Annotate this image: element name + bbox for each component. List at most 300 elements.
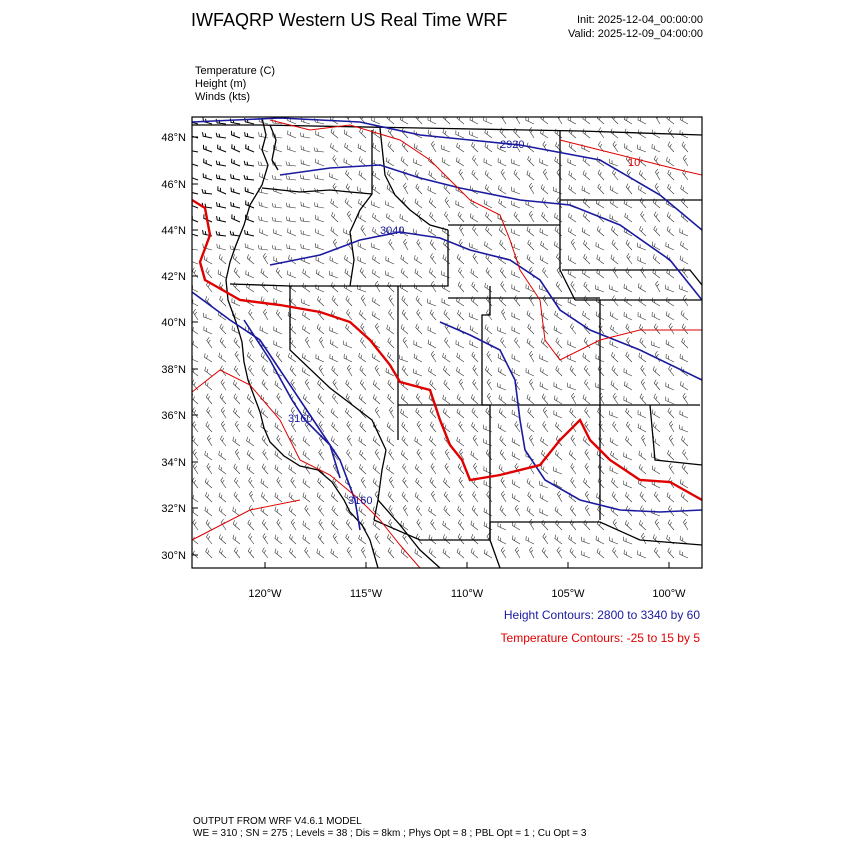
wind-barb xyxy=(206,534,212,545)
wind-barb xyxy=(499,395,506,404)
wind-barb xyxy=(401,521,408,530)
wind-barb xyxy=(652,410,660,419)
wind-barb xyxy=(443,534,450,544)
wind-barb xyxy=(414,284,422,292)
wind-barb xyxy=(501,547,506,558)
wind-barb xyxy=(372,311,380,320)
wind-barb xyxy=(486,226,492,236)
wind-barb xyxy=(611,255,618,264)
wind-barb xyxy=(498,158,506,166)
wind-barb xyxy=(624,381,632,390)
wind-barb xyxy=(585,491,590,502)
wind-barb xyxy=(540,508,548,516)
wind-barb xyxy=(655,169,660,180)
lon-label: 120°W xyxy=(248,588,282,600)
wind-barb xyxy=(457,254,464,264)
wind-barb xyxy=(639,297,646,306)
wind-barb xyxy=(403,337,408,348)
wind-barb xyxy=(386,256,394,264)
wind-barb xyxy=(375,533,380,544)
wind-barb xyxy=(471,269,478,278)
wind-barb xyxy=(318,408,325,418)
wind-barb xyxy=(274,340,282,348)
wind-barb xyxy=(498,522,506,530)
wind-barb xyxy=(401,255,408,264)
wind-barb xyxy=(459,421,464,432)
wind-barb xyxy=(610,186,618,194)
wind-barb xyxy=(414,354,422,362)
wind-barb xyxy=(669,435,674,446)
wind-barb xyxy=(373,213,381,222)
wind-barb xyxy=(610,159,619,166)
wind-barb xyxy=(219,451,226,460)
wind-barb xyxy=(456,200,464,208)
wind-barb xyxy=(430,478,436,488)
wind-barb xyxy=(430,380,436,390)
wind-barb xyxy=(498,383,506,390)
wind-barb xyxy=(445,197,450,208)
wind-barb xyxy=(314,147,324,152)
wind-barb xyxy=(681,311,688,321)
wind-barb xyxy=(373,380,380,390)
wind-barb xyxy=(249,491,254,502)
wind-barb xyxy=(612,492,618,502)
wind-barb xyxy=(219,507,226,517)
wind-barb xyxy=(272,217,282,222)
wind-barb xyxy=(258,245,268,250)
wind-barb xyxy=(188,245,198,250)
wind-barb xyxy=(330,340,338,349)
wind-barb xyxy=(512,284,520,292)
valid-time: Valid: 2025-12-09_04:00:00 xyxy=(568,28,703,40)
wind-barb xyxy=(554,241,562,250)
wind-barb xyxy=(205,451,212,460)
wind-barb xyxy=(288,271,296,279)
wind-barb xyxy=(652,144,660,152)
wind-barb xyxy=(287,145,296,152)
lat-label: 48°N xyxy=(161,132,186,144)
wind-barb xyxy=(471,521,478,530)
wind-barb xyxy=(416,478,422,488)
wind-barb xyxy=(246,270,254,278)
wind-barb xyxy=(305,547,310,558)
wind-barb xyxy=(652,312,660,320)
wind-barb xyxy=(626,268,632,278)
wind-barb xyxy=(272,175,282,180)
wind-barb xyxy=(443,129,450,138)
wind-barb xyxy=(372,117,380,125)
wind-barb xyxy=(501,169,506,180)
wind-barb xyxy=(319,449,324,460)
wind-barb xyxy=(207,407,212,418)
wind-barb xyxy=(512,229,520,236)
wind-barb xyxy=(515,421,520,432)
init-time: Init: 2025-12-04_00:00:00 xyxy=(577,14,703,26)
wind-barb xyxy=(387,465,394,474)
wind-barb xyxy=(555,422,562,432)
wind-barb xyxy=(259,202,268,209)
wind-barb xyxy=(234,338,240,348)
wind-barb xyxy=(611,226,618,236)
wind-barb xyxy=(430,422,436,432)
wind-barb xyxy=(473,435,478,446)
wind-barb xyxy=(570,548,576,558)
wind-barb xyxy=(638,256,646,264)
wind-barb xyxy=(638,243,647,250)
wind-barb xyxy=(233,507,240,516)
wind-barb xyxy=(543,407,548,418)
wind-barb xyxy=(346,296,352,306)
wind-barb xyxy=(386,213,394,222)
wind-barb xyxy=(515,463,520,474)
wind-barb xyxy=(443,549,450,558)
wind-barb xyxy=(568,383,577,390)
wind-barb xyxy=(613,393,618,404)
wind-barb xyxy=(333,379,338,390)
wind-barb xyxy=(584,478,591,488)
wind-barb xyxy=(443,255,450,264)
wind-barb xyxy=(445,463,450,474)
wind-barb xyxy=(625,129,632,138)
lon-label: 100°W xyxy=(652,588,686,600)
wind-barb xyxy=(286,217,296,222)
wind-barb xyxy=(303,283,310,292)
wind-barb xyxy=(429,198,436,208)
wind-barb xyxy=(626,240,632,250)
wind-barb xyxy=(526,536,534,544)
wind-barb xyxy=(272,245,282,250)
wind-barb xyxy=(653,534,660,544)
wind-barb xyxy=(276,310,282,320)
wind-barb xyxy=(204,353,212,362)
wind-barb xyxy=(444,492,450,502)
wind-barb xyxy=(541,465,548,474)
wind-barb xyxy=(388,352,395,362)
wind-barb xyxy=(471,394,478,404)
wind-barb xyxy=(667,212,674,222)
wind-barb xyxy=(332,506,338,516)
wind-barb xyxy=(190,284,198,292)
wind-barb xyxy=(235,351,240,362)
wind-barb xyxy=(527,479,534,489)
wind-barb xyxy=(303,311,311,320)
wind-barb xyxy=(221,379,226,390)
wind-barb xyxy=(680,425,689,432)
wind-barb xyxy=(318,506,324,517)
wind-barb xyxy=(360,380,366,390)
wind-barb xyxy=(249,337,254,348)
wind-barb xyxy=(470,340,478,348)
wind-barb xyxy=(346,380,352,390)
wind-barb xyxy=(347,547,352,558)
wind-barb xyxy=(402,436,408,446)
wind-barb xyxy=(263,253,268,264)
wind-barb xyxy=(472,408,478,418)
wind-barb xyxy=(584,254,590,264)
wind-barb xyxy=(442,271,451,278)
wind-barb xyxy=(459,379,464,390)
wind-barb xyxy=(388,142,394,152)
wind-barb xyxy=(487,351,492,362)
wind-barb xyxy=(638,283,646,292)
wind-barb xyxy=(471,548,478,558)
wind-barb xyxy=(484,439,492,446)
wind-barb xyxy=(274,326,282,334)
wind-barb xyxy=(234,408,241,418)
wind-barb xyxy=(233,520,240,530)
wind-barb xyxy=(276,352,282,362)
wind-barb xyxy=(457,394,464,404)
wind-barb xyxy=(515,505,520,516)
wind-barb xyxy=(680,479,688,488)
wind-barb xyxy=(456,340,464,348)
wind-barb xyxy=(498,185,506,194)
contour-label-3160-a: 3160 xyxy=(288,413,313,425)
wind-barb xyxy=(332,422,338,432)
wind-barb xyxy=(571,477,576,488)
wind-barb xyxy=(262,366,268,376)
wind-barb xyxy=(430,310,436,320)
wind-barb xyxy=(457,367,465,376)
wind-barb xyxy=(400,355,409,362)
wind-barb xyxy=(554,187,562,194)
wind-barb xyxy=(456,130,464,138)
wind-barb xyxy=(359,535,366,544)
wind-barb xyxy=(484,480,492,488)
wind-barb xyxy=(301,230,310,236)
lat-label: 40°N xyxy=(161,317,186,329)
wind-barb xyxy=(403,464,409,475)
legend-winds: Winds (kts) xyxy=(195,91,250,103)
wind-barb xyxy=(190,354,198,362)
wind-barb xyxy=(431,491,436,502)
wind-barb xyxy=(529,379,534,390)
wind-barb xyxy=(640,394,646,404)
wind-barb xyxy=(555,157,562,166)
wind-barb xyxy=(373,143,380,152)
wind-barb xyxy=(542,212,548,222)
wind-barb xyxy=(233,535,240,544)
wind-barb xyxy=(597,549,604,559)
wind-barb xyxy=(640,226,647,236)
wind-barb xyxy=(263,533,268,544)
wind-barb xyxy=(472,422,479,432)
wind-barb xyxy=(542,548,548,558)
wind-barb xyxy=(262,436,268,446)
wind-barb xyxy=(317,493,324,503)
wind-barb xyxy=(556,142,563,152)
wind-barb xyxy=(305,505,310,516)
wind-barb xyxy=(404,239,409,250)
wind-barb xyxy=(219,254,226,264)
wind-barb xyxy=(388,338,394,348)
wind-barb xyxy=(193,519,198,530)
wind-barb xyxy=(486,212,493,222)
wind-barb xyxy=(541,184,548,194)
wind-barb xyxy=(625,520,632,530)
wind-barb xyxy=(189,118,198,124)
wind-barb xyxy=(361,295,366,306)
wind-barb xyxy=(358,213,366,222)
wind-barb xyxy=(570,520,576,530)
wind-barb xyxy=(529,351,534,362)
wind-barb xyxy=(330,173,338,180)
wind-barb xyxy=(472,142,479,152)
wind-barb xyxy=(288,117,296,125)
wind-barb xyxy=(540,256,548,265)
wind-barb xyxy=(571,435,576,446)
wind-barb xyxy=(330,327,338,335)
wind-barb xyxy=(584,240,591,250)
wind-barb xyxy=(571,239,576,250)
wind-barb xyxy=(556,366,562,376)
wind-barb xyxy=(203,132,213,138)
wind-barb xyxy=(557,491,562,502)
wind-barb xyxy=(543,295,548,306)
wind-barb xyxy=(417,421,422,432)
wind-barb xyxy=(344,341,352,348)
wind-barb xyxy=(314,203,324,209)
wind-barb xyxy=(359,353,366,362)
wind-barb xyxy=(220,394,226,404)
wind-barb xyxy=(472,506,478,516)
wind-barb xyxy=(416,296,422,306)
wind-barb xyxy=(680,410,688,418)
wind-barb xyxy=(443,114,450,124)
wind-barb xyxy=(501,281,506,292)
wind-barb xyxy=(403,183,408,194)
wind-barb xyxy=(498,367,506,376)
wind-barb xyxy=(667,493,674,503)
wind-barb xyxy=(247,450,254,460)
wind-barb xyxy=(612,170,618,181)
wind-barb xyxy=(625,213,632,222)
wind-barb xyxy=(261,352,268,362)
wind-barb xyxy=(529,127,534,138)
wind-barb xyxy=(568,340,576,348)
wind-barb xyxy=(585,463,590,474)
wind-barb xyxy=(512,494,520,502)
wind-barb xyxy=(640,492,646,502)
wind-barb xyxy=(347,365,352,376)
wind-barb xyxy=(669,463,674,474)
wind-barb xyxy=(666,297,674,306)
lon-label: 105°W xyxy=(551,588,585,600)
wind-barb xyxy=(527,339,534,349)
wind-barb xyxy=(289,465,296,474)
wind-barb xyxy=(569,185,576,194)
wind-barb xyxy=(206,422,212,432)
wind-barb xyxy=(220,324,226,334)
wind-barb xyxy=(682,338,688,348)
wind-barb xyxy=(414,159,422,167)
wind-barb xyxy=(555,450,562,460)
wind-barb xyxy=(669,366,675,377)
wind-barb xyxy=(680,550,688,558)
wind-barb xyxy=(528,156,534,166)
wind-barb xyxy=(485,143,492,152)
wind-barb xyxy=(316,354,324,362)
wind-barb xyxy=(248,408,254,418)
wind-barb xyxy=(596,199,604,208)
wind-barb xyxy=(459,225,464,236)
wind-barb xyxy=(244,161,254,166)
wind-barb xyxy=(498,424,506,433)
wind-barb xyxy=(501,113,506,124)
wind-barb xyxy=(244,175,254,180)
wind-barb xyxy=(359,310,366,320)
wind-barb xyxy=(400,284,408,292)
wind-barb xyxy=(428,299,437,306)
wind-barb xyxy=(681,436,688,446)
wind-barb xyxy=(654,212,660,222)
wind-barb xyxy=(529,435,534,446)
wind-barb xyxy=(193,309,198,320)
wind-barb xyxy=(512,521,520,530)
wind-barb xyxy=(192,436,198,446)
wind-barb xyxy=(289,506,296,516)
wind-barb xyxy=(415,437,422,446)
wind-barb xyxy=(556,254,562,265)
wind-barb xyxy=(485,325,492,335)
wind-barb xyxy=(680,354,688,362)
wind-barb xyxy=(275,465,282,474)
wind-barb xyxy=(333,183,338,194)
temperature-contours-label: Temperature Contours: -25 to 15 by 5 xyxy=(500,631,700,645)
wind-barb xyxy=(204,313,213,320)
lat-label: 34°N xyxy=(161,457,186,469)
wind-barb xyxy=(681,492,688,502)
wind-barb xyxy=(231,188,240,195)
wind-barb xyxy=(485,170,492,180)
wind-barb xyxy=(429,367,437,376)
wind-barb xyxy=(499,199,506,208)
wind-barb xyxy=(473,379,478,390)
wind-barb xyxy=(373,171,380,180)
wind-barb xyxy=(389,239,394,250)
wind-barb xyxy=(598,170,604,180)
wind-barb xyxy=(217,216,226,222)
wind-barb xyxy=(598,478,604,488)
wind-barb xyxy=(583,353,590,362)
wind-barb xyxy=(627,253,632,264)
wind-barb xyxy=(430,408,436,418)
wind-barb xyxy=(528,408,534,418)
wind-barb xyxy=(193,463,198,474)
wind-barb xyxy=(360,268,366,278)
wind-barb xyxy=(221,421,226,432)
mexico-border xyxy=(374,520,702,545)
wind-barb xyxy=(444,478,451,488)
wind-barb xyxy=(624,284,632,292)
wind-barb xyxy=(331,282,338,292)
wind-barb xyxy=(205,507,212,516)
wind-barb xyxy=(233,380,240,390)
wind-barb xyxy=(345,465,352,475)
wind-barb xyxy=(668,170,674,180)
wind-barb xyxy=(612,240,618,250)
wind-barb xyxy=(611,325,618,334)
wind-barb xyxy=(415,464,422,474)
wind-barb xyxy=(431,449,436,460)
wind-barb xyxy=(515,547,520,558)
wind-barb xyxy=(541,115,548,124)
wind-barb xyxy=(683,155,688,166)
wind-barb xyxy=(484,549,492,558)
wind-barb xyxy=(484,241,492,250)
wind-barb xyxy=(613,267,618,278)
wind-barb xyxy=(571,463,576,474)
